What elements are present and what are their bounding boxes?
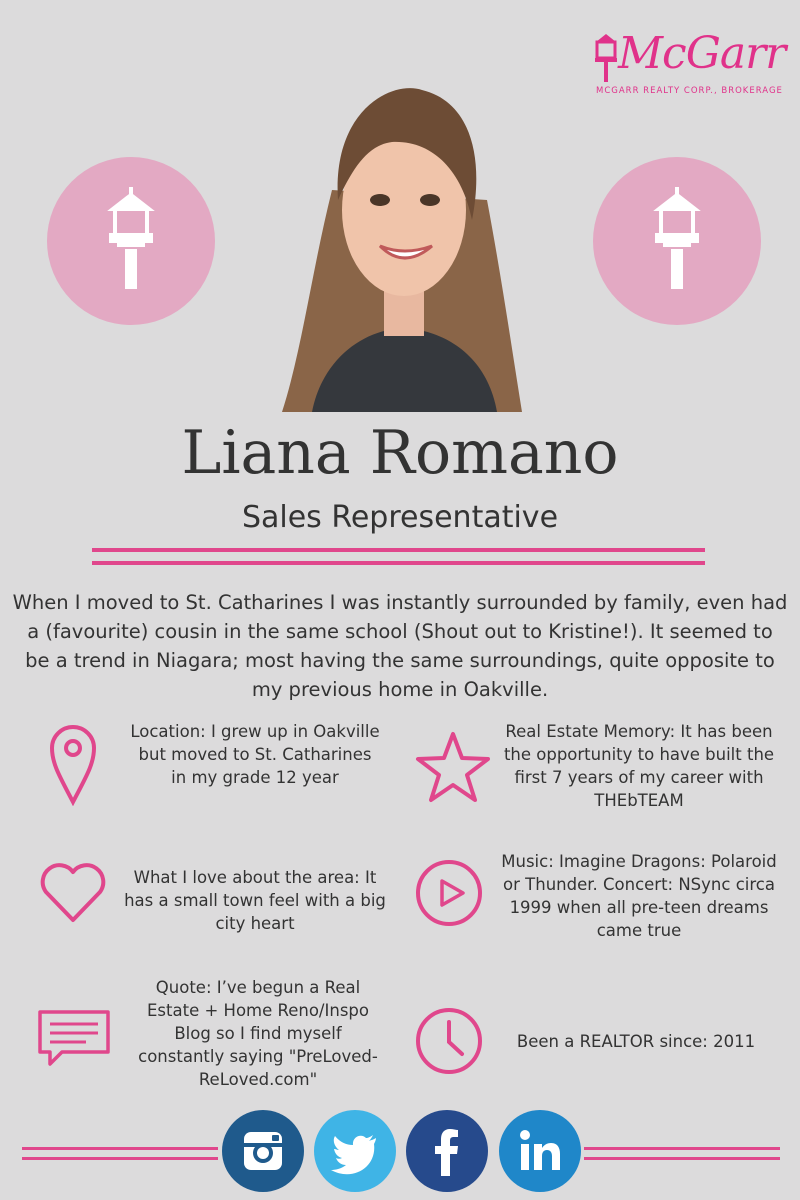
heart-icon	[38, 858, 108, 928]
fact-love: What I love about the area: It has a small town feel with a big city heart	[124, 868, 386, 933]
twitter-button[interactable]	[314, 1110, 396, 1192]
logo-brokerage: MCGARR REALTY CORP., BROKERAGE	[596, 86, 783, 96]
facebook-icon	[406, 1110, 488, 1192]
divider-top-2	[92, 561, 705, 565]
portrait-photo	[272, 50, 534, 412]
divider-bottom-left-1	[22, 1147, 218, 1150]
linkedin-icon	[499, 1110, 581, 1192]
fact-music: Music: Imagine Dragons: Polaroid or Thunder. Concert: NSync circa 1999 when all pre-teen dreams came true	[501, 852, 777, 940]
instagram-icon	[222, 1110, 304, 1192]
bio-paragraph: When I moved to St. Catharines I was instantly surrounded by family, even had a (favourite) cousin in the same school (Shout out to Kristine!). It seemed to be a trend in Niagara; most having the same surroundings, quite opposite to my previous home in Oakville.	[12, 591, 788, 701]
mcgarr-logo	[588, 22, 788, 112]
star-icon	[414, 730, 492, 804]
street-lamp-icon	[593, 157, 761, 325]
linkedin-button[interactable]	[499, 1110, 581, 1192]
clock-icon	[414, 1006, 484, 1076]
lamp-circle-left	[47, 157, 215, 325]
divider-top-1	[92, 548, 705, 552]
instagram-button[interactable]	[222, 1110, 304, 1192]
agent-name: Liana Romano	[181, 418, 619, 488]
map-pin-icon	[48, 722, 98, 806]
lamp-circle-right	[593, 157, 761, 325]
chat-icon	[36, 1008, 112, 1068]
twitter-icon	[314, 1110, 396, 1192]
fact-realtor: Been a REALTOR since: 2011	[516, 1032, 756, 1051]
divider-bottom-left-2	[22, 1157, 218, 1160]
logo-wordmark: McGarr	[618, 28, 786, 79]
fact-location: Location: I grew up in Oakville but moved to St. Catharines in my grade 12 year	[130, 722, 380, 787]
play-icon	[414, 858, 484, 928]
street-lamp-icon	[47, 157, 215, 325]
agent-title: Sales Representative	[241, 500, 559, 535]
divider-bottom-right-1	[584, 1147, 780, 1150]
fact-quote: Quote: I’ve begun a Real Estate + Home Reno/Inspo Blog so I find myself constantly saying "PreLoved-ReLoved.com"	[138, 978, 378, 1089]
fact-memory: Real Estate Memory: It has been the opportunity to have built the first 7 years of my career with THEbTEAM	[503, 722, 775, 810]
divider-bottom-right-2	[584, 1157, 780, 1160]
facebook-button[interactable]	[406, 1110, 488, 1192]
